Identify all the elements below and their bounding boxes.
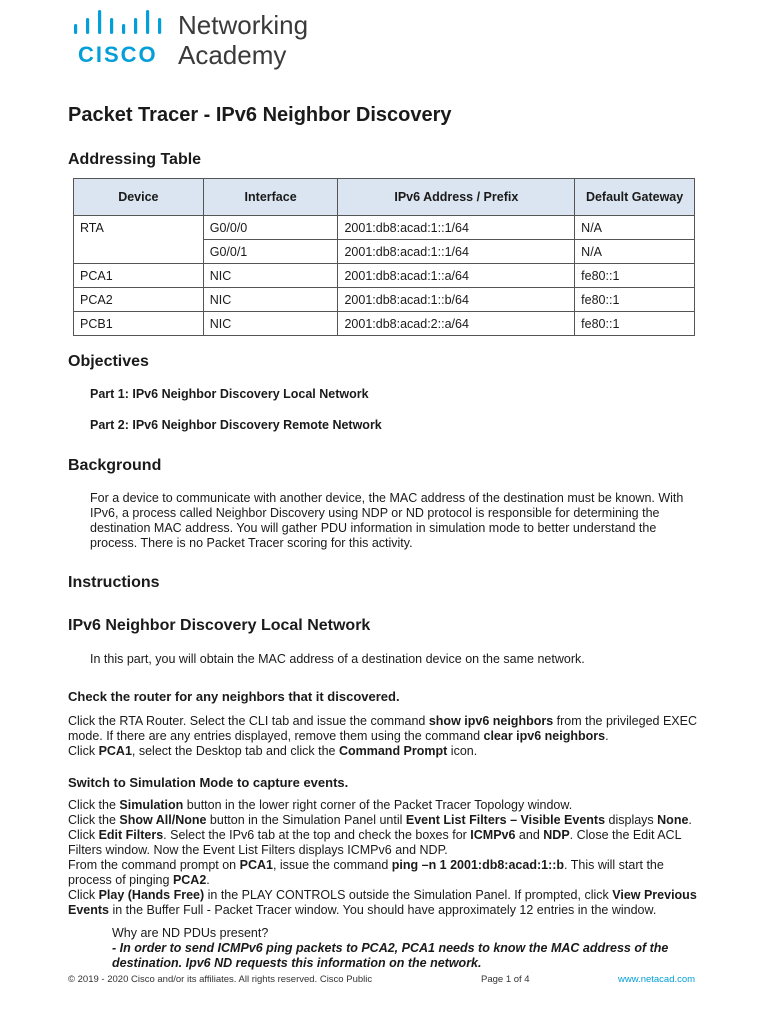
background-line: IPv6, a process called Neighbor Discovery using NDP or ND protocol is responsible for determining the — [90, 506, 660, 520]
table-row — [74, 216, 695, 240]
bold-text: Events — [68, 903, 109, 917]
text-run: from the privileged EXEC — [553, 714, 697, 728]
cisco-bridge-icon — [72, 6, 172, 42]
table-cell: N/A — [575, 240, 695, 264]
text-run: mode. If there are any entries displayed, remove them using the command — [68, 729, 484, 743]
text-run: in the PLAY CONTROLS outside the Simulation Panel. If prompted, click — [204, 888, 613, 902]
table-cell: 2001:db8:acad:1::1/64 — [338, 240, 575, 264]
text-run: process of pinging — [68, 873, 173, 887]
question-block — [112, 926, 668, 971]
table-cell: NIC — [203, 312, 338, 336]
command-text: ping –n 1 2001:db8:acad:1::b — [391, 858, 565, 872]
table-row — [74, 240, 695, 264]
table-cell: fe80::1 — [575, 288, 695, 312]
bold-text: Simulation — [119, 798, 184, 812]
table-row — [74, 312, 695, 336]
table-cell: G0/0/0 — [203, 216, 338, 240]
cisco-wordmark: CISCO — [78, 42, 158, 67]
bold-text: Play (Hands Free) — [98, 888, 205, 902]
background-line: destination MAC address. You will gather PDU information in simulation mode to better understand the — [90, 521, 657, 535]
text-run: button in the lower right corner of the Packet Tracer Topology window. — [183, 798, 573, 812]
column-header-interface: Interface — [203, 179, 338, 216]
table-cell: N/A — [575, 216, 695, 240]
bold-text: Event List Filters – Visible Events — [405, 813, 606, 827]
text-run: Click — [68, 828, 99, 842]
logo-line-networking: Networking — [178, 10, 309, 40]
text-run: , select the Desktop tab and click the — [131, 744, 339, 758]
background-paragraph — [90, 491, 683, 551]
background-line: For a device to communicate with another device, the MAC address of the destination must be known. With — [90, 491, 684, 505]
local-network-heading: IPv6 Neighbor Discovery Local Network — [68, 617, 371, 634]
text-run: Click the — [68, 813, 120, 827]
step2-paragraph — [68, 798, 697, 918]
table-cell: fe80::1 — [575, 264, 695, 288]
table-cell: 2001:db8:acad:1::b/64 — [338, 288, 575, 312]
text-run: From the command prompt on — [68, 858, 240, 872]
step1-paragraph — [68, 714, 697, 759]
objective-part-1: Part 1: IPv6 Neighbor Discovery Local Network — [90, 387, 369, 401]
logo-line-academy: Academy — [178, 40, 287, 70]
footer-netacad-link[interactable]: www.netacad.com — [618, 974, 696, 985]
text-run: Click the RTA Router. Select the CLI tab and issue the command — [68, 714, 429, 728]
answer-line: destination. Ipv6 ND requests this information on the network. — [112, 956, 482, 970]
instructions-heading: Instructions — [68, 574, 160, 591]
column-header-default-gateway: Default Gateway — [575, 179, 695, 216]
table-row — [74, 288, 695, 312]
cisco-networking-academy-logo — [72, 6, 332, 68]
step2-heading: Switch to Simulation Mode to capture events. — [68, 775, 349, 790]
text-run: . Select the IPv6 tab at the top and check the boxes for — [163, 828, 471, 842]
background-heading: Background — [68, 457, 162, 474]
command-text: clear ipv6 neighbors — [483, 729, 606, 743]
text-run: in the Buffer Full - Packet Tracer window. You should have approximately 12 entries in the window. — [109, 903, 657, 917]
background-line: process. There is no Packet Tracer scoring for this activity. — [90, 536, 413, 550]
table-cell: PCA1 — [74, 264, 204, 288]
bold-text: Show All/None — [119, 813, 207, 827]
text-run: . — [605, 729, 609, 743]
table-cell: 2001:db8:acad:1::a/64 — [338, 264, 575, 288]
bold-text: None — [657, 813, 689, 827]
text-run: button in the Simulation Panel until — [206, 813, 406, 827]
text-run: Click the — [68, 798, 120, 812]
table-cell: NIC — [203, 288, 338, 312]
step1-heading: Check the router for any neighbors that it discovered. — [68, 689, 400, 704]
text-run: . Close the Edit ACL — [569, 828, 682, 842]
table-cell: PCA2 — [74, 288, 204, 312]
question-text: Why are ND PDUs present? — [112, 926, 269, 940]
text-run: displays — [605, 813, 658, 827]
text-run: . This will start the — [564, 858, 664, 872]
table-header-row — [74, 179, 695, 216]
text-run: , issue the command — [272, 858, 392, 872]
local-network-intro: In this part, you will obtain the MAC address of a destination device on the same network. — [90, 652, 585, 666]
table-cell: fe80::1 — [575, 312, 695, 336]
table-cell: 2001:db8:acad:2::a/64 — [338, 312, 575, 336]
objectives-heading: Objectives — [68, 353, 149, 370]
bold-text: NDP — [543, 828, 570, 842]
bold-text: PCA1 — [239, 858, 273, 872]
answer-line: - In order to send ICMPv6 ping packets to PCA2, PCA1 needs to know the MAC address of the — [112, 941, 669, 955]
page-title: Packet Tracer - IPv6 Neighbor Discovery — [68, 104, 452, 126]
table-cell: NIC — [203, 264, 338, 288]
table-cell: PCB1 — [74, 312, 204, 336]
table-row — [74, 264, 695, 288]
bold-text: View Previous — [612, 888, 697, 902]
text-run: Click — [68, 744, 99, 758]
text-run: . — [688, 813, 692, 827]
table-cell: 2001:db8:acad:1::1/64 — [338, 216, 575, 240]
addressing-table-heading: Addressing Table — [68, 151, 202, 168]
bold-text: PCA1 — [98, 744, 132, 758]
table-cell: G0/0/1 — [203, 240, 338, 264]
footer-page-number: Page 1 of 4 — [481, 974, 530, 985]
table-cell: RTA — [74, 216, 204, 240]
objective-part-2: Part 2: IPv6 Neighbor Discovery Remote Network — [90, 418, 382, 432]
column-header-device: Device — [74, 179, 204, 216]
bold-text: Edit Filters — [98, 828, 164, 842]
text-run: Filters window. Now the Event List Filters displays ICMPv6 and NDP. — [68, 843, 448, 857]
command-text: show ipv6 neighbors — [428, 714, 554, 728]
text-run: Click — [68, 888, 99, 902]
addressing-table — [73, 178, 695, 336]
text-run: . — [206, 873, 210, 887]
column-header-ipv6-address: IPv6 Address / Prefix — [338, 179, 575, 216]
footer-copyright: © 2019 - 2020 Cisco and/or its affiliates. All rights reserved. Cisco Public — [68, 974, 373, 985]
text-run: icon. — [447, 744, 478, 758]
bold-text: Command Prompt — [338, 744, 448, 758]
table-cell — [74, 240, 204, 264]
bold-text: ICMPv6 — [470, 828, 516, 842]
bold-text: PCA2 — [172, 873, 207, 887]
text-run: and — [515, 828, 544, 842]
